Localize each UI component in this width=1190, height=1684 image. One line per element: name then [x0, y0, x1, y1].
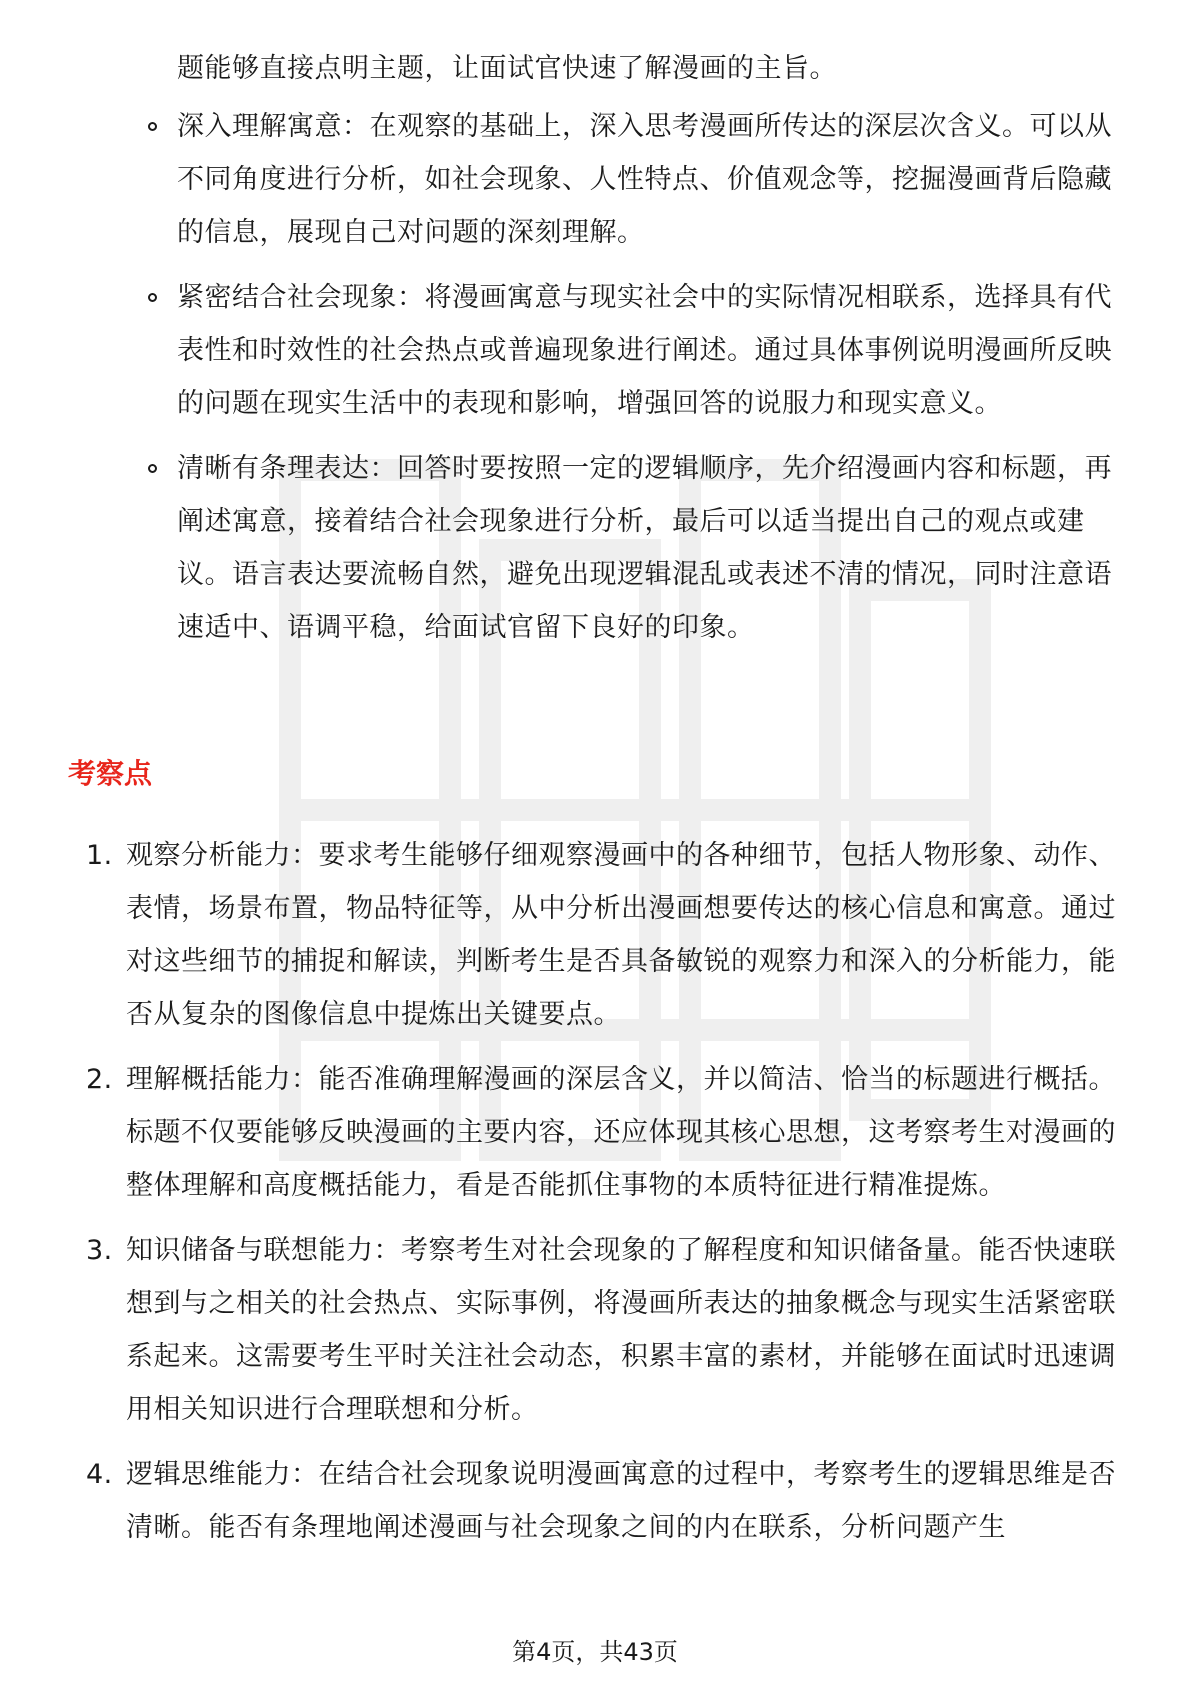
item-number: 4. — [86, 1459, 113, 1490]
sub-item-label: 清晰有条理表达： — [177, 453, 397, 484]
section-title: 考察点 — [68, 757, 153, 790]
numbered-item-text: 考察考生对社会现象的了解程度和知识储备量。能否快速联想到与之相关的社会热点、实际事例，将漫画所表达的抽象概念与现实生活紧密联系起来。这需要考生平时关注社会动态，积累丰富的素材，并能够在面试时迅速调用相关知识进行合理联想和分析。 — [126, 1235, 1116, 1425]
item-number: 3. — [86, 1235, 113, 1266]
sub-item — [130, 271, 1120, 430]
sub-item-text: 回答时要按照一定的逻辑顺序，先介绍漫画内容和标题，再阐述寓意，接着结合社会现象进行分析，最后可以适当提出自己的观点或建议。语言表达要流畅自然，避免出现逻辑混乱或表述不清的情况，同时注意语速适中、语调平稳，给面试官留下良好的印象。 — [177, 453, 1112, 643]
sub-item-label: 深入理解寓意： — [177, 111, 370, 142]
numbered-item — [76, 1448, 1120, 1554]
numbered-item — [76, 829, 1120, 1041]
numbered-item — [76, 1053, 1120, 1212]
numbered-item-text: 要求考生能够仔细观察漫画中的各种细节，包括人物形象、动作、表情，场景布置，物品特征等，从中分析出漫画想要传达的核心信息和寓意。通过对这些细节的捕捉和解读，判断考生是否具备敏锐的观察力和深入的分析能力，能否从复杂的图像信息中提炼出关键要点。 — [126, 840, 1116, 1030]
numbered-item-text: 能否准确理解漫画的深层含义，并以简洁、恰当的标题进行概括。标题不仅要能够反映漫画的主要内容，还应体现其核心思想，这考察考生对漫画的整体理解和高度概括能力，看是否能抓住事物的本质特征进行精准提炼。 — [126, 1064, 1116, 1201]
numbered-list — [76, 829, 1120, 1566]
page-footer: 第4页，共43页 — [512, 1638, 678, 1666]
numbered-item-text: 在结合社会现象说明漫画寓意的过程中，考察考生的逻辑思维是否清晰。能否有条理地阐述漫画与社会现象之间的内在联系，分析问题产生 — [126, 1459, 1116, 1543]
numbered-item-label: 观察分析能力： — [126, 840, 319, 871]
sub-item-label: 紧密结合社会现象： — [177, 282, 425, 313]
hollow-bullet-icon — [148, 464, 157, 473]
item-number: 2. — [86, 1064, 113, 1095]
sub-item — [130, 442, 1120, 654]
numbered-item-label: 逻辑思维能力： — [126, 1459, 319, 1490]
numbered-item — [76, 1224, 1120, 1436]
intro-line: 题能够直接点明主题，让面试官快速了解漫画的主旨。 — [177, 53, 837, 84]
item-number: 1. — [86, 840, 113, 871]
sub-item-text: 在观察的基础上，深入思考漫画所传达的深层次含义。可以从不同角度进行分析，如社会现象、人性特点、价值观念等，挖掘漫画背后隐藏的信息，展现自己对问题的深刻理解。 — [177, 111, 1112, 248]
hollow-bullet-icon — [148, 122, 157, 131]
numbered-item-label: 理解概括能力： — [126, 1064, 319, 1095]
hollow-bullet-icon — [148, 293, 157, 302]
sub-item — [130, 100, 1120, 259]
sub-item-text: 将漫画寓意与现实社会中的实际情况相联系，选择具有代表性和时效性的社会热点或普遍现象进行阐述。通过具体事例说明漫画所反映的问题在现实生活中的表现和影响，增强回答的说服力和现实意义。 — [177, 282, 1112, 419]
sub-list — [130, 100, 1120, 666]
numbered-item-label: 知识储备与联想能力： — [126, 1235, 401, 1266]
